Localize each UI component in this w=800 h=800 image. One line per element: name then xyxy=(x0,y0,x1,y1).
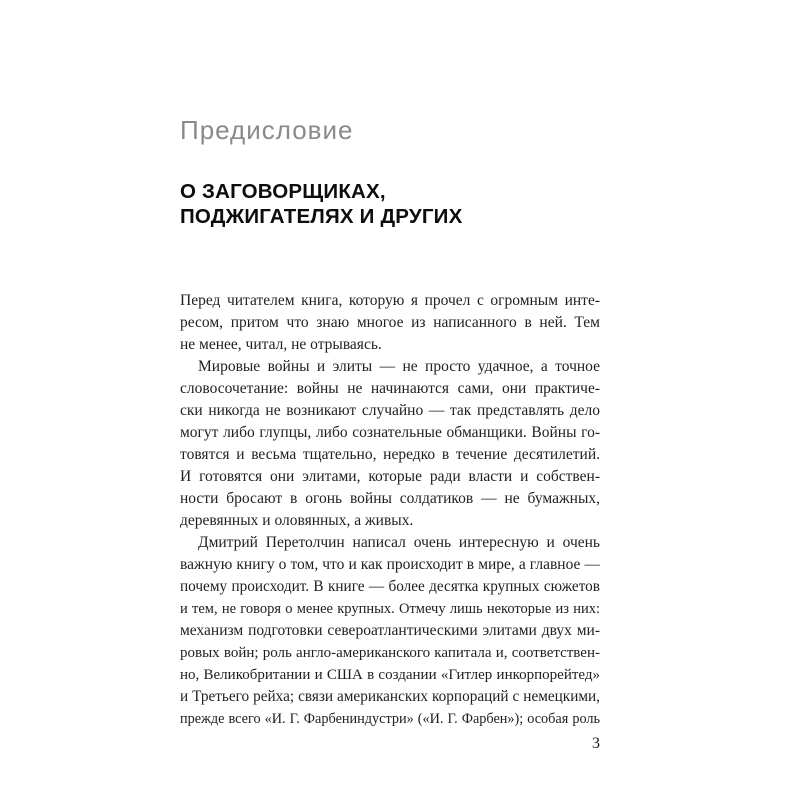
body-line: Мировые войны и элиты — не просто удачное, а точное xyxy=(198,358,600,375)
body-line: словосочетание: войны не начинаются сами, они практиче- xyxy=(180,380,600,397)
body-line: не менее, читал, не отрываясь. xyxy=(180,336,382,353)
body-line: и тем, не говоря о менее крупных. Отмечу лишь некоторые из них: xyxy=(180,601,600,617)
body-line: ровых войн; роль англо-американского капитала и, соответствен- xyxy=(180,645,600,661)
chapter-title xyxy=(180,179,640,229)
body-line: Перед читателем книга, которую я прочел с огромным инте- xyxy=(180,292,600,309)
body-line: ски никогда не возникают случайно — так представлять дело xyxy=(180,402,600,419)
body-line: прежде всего «И. Г. Фарбениндустри» («И. Г. Фарбен»); особая роль xyxy=(180,711,600,727)
body-line: товятся и весьма тщательно, нередко в течение десятилетий. xyxy=(180,446,600,463)
body-line: и Третьего рейха; связи американских корпораций с немецкими, xyxy=(180,688,600,705)
page-number: 3 xyxy=(592,735,600,752)
body-line: И готовятся они элитами, которые ради власти и собствен- xyxy=(180,468,600,485)
body-text xyxy=(180,290,600,730)
body-line: могут либо глупцы, либо сознательные обманщики. Войны го- xyxy=(180,424,600,441)
chapter-title-line-1: О ЗАГОВОРЩИКАХ, xyxy=(180,180,386,203)
body-line: почему происходит. В книге — более десятка крупных сюжетов xyxy=(180,578,600,595)
chapter-title-line-2: ПОДЖИГАТЕЛЯХ И ДРУГИХ xyxy=(180,205,463,228)
body-line: деревянных и оловянных, а живых. xyxy=(180,512,414,529)
body-line: Дмитрий Перетолчин написал очень интересную и очень xyxy=(198,534,600,551)
body-line: ности бросают в огонь войны солдатиков — не бумажных, xyxy=(180,490,600,507)
body-line: ресом, притом что знаю многое из написанного в ней. Тем xyxy=(180,314,600,331)
body-line: важную книгу о том, что и как происходит в мире, а главное — xyxy=(180,556,600,573)
chapter-kicker: Предисловие xyxy=(180,115,354,145)
body-line: но, Великобритании и США в создании «Гитлер инкорпорейтед» xyxy=(180,667,600,683)
body-line: механизм подготовки североатлантическими элитами двух ми- xyxy=(180,622,600,639)
